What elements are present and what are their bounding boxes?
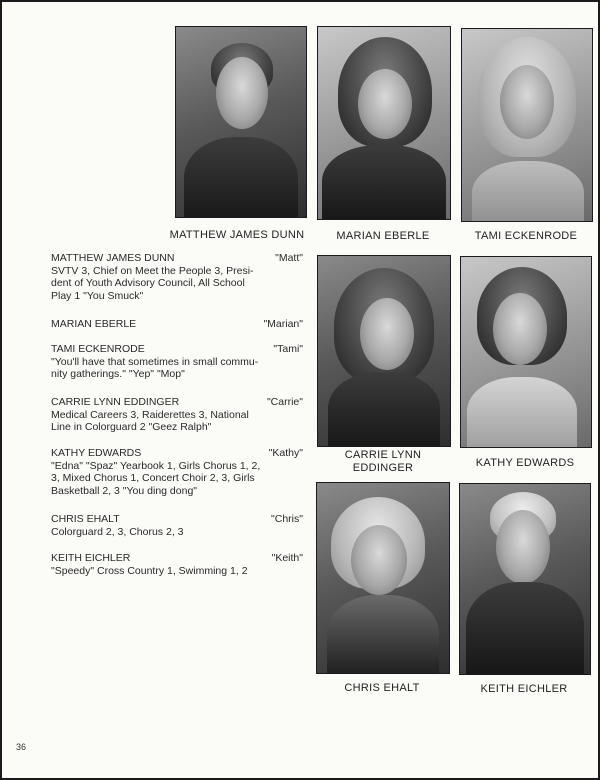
- entry-text: "You'll have that sometimes in small commu- nity gatherings." "Yep" "Mop": [51, 355, 259, 381]
- caption-keith-eichler: KEITH EICHLER: [480, 683, 568, 695]
- portrait-marian-eberle: [317, 26, 451, 220]
- entry-carrie-lynn-eddinger: [51, 396, 303, 434]
- entry-nickname: "Marian": [263, 318, 303, 330]
- entry-chris-ehalt: [51, 513, 303, 538]
- entry-nickname: "Keith": [271, 552, 303, 564]
- entry-matthew-james-dunn: [51, 252, 303, 302]
- entry-tami-eckenrode: [51, 343, 303, 381]
- portrait-tami-eckenrode: [461, 28, 593, 222]
- entry-text: "Edna" "Spaz" Yearbook 1, Girls Chorus 1, 2, 3, Mixed Chorus 1, Concert Choir 2, 3, Girls Basketball 2, 3 "You ding dong": [51, 459, 261, 497]
- caption-marian-eberle: MARIAN EBERLE: [336, 230, 430, 242]
- caption-kathy-edwards: KATHY EDWARDS: [475, 457, 575, 469]
- entry-text: SVTV 3, Chief on Meet the People 3, Presi- dent of Youth Advisory Council, All School Play 1 "You Smuck": [51, 264, 254, 302]
- entry-kathy-edwards: [51, 447, 303, 497]
- entry-nickname: "Carrie": [266, 396, 303, 408]
- portrait-chris-ehalt: [316, 482, 450, 674]
- entry-name: TAMI ECKENRODE: [51, 343, 145, 355]
- entry-name: MATTHEW JAMES DUNN: [51, 252, 175, 264]
- entry-nickname: "Matt": [275, 252, 303, 264]
- caption-matthew-james-dunn: MATTHEW JAMES DUNN: [169, 229, 305, 241]
- caption-tami-eckenrode: TAMI ECKENRODE: [474, 230, 578, 242]
- caption-chris-ehalt: CHRIS EHALT: [344, 682, 420, 694]
- entry-text: Colorguard 2, 3, Chorus 2, 3: [51, 525, 184, 538]
- portrait-carrie-lynn-eddinger: [317, 255, 451, 447]
- entry-nickname: "Tami": [273, 343, 303, 355]
- entry-text: Medical Careers 3, Raiderettes 3, National Line in Colorguard 2 "Geez Ralph": [51, 408, 249, 434]
- entry-name: MARIAN EBERLE: [51, 318, 137, 330]
- caption-carrie-lynn-eddinger: CARRIE LYNN EDDINGER: [344, 449, 422, 474]
- page-number: 36: [16, 742, 27, 752]
- portrait-keith-eichler: [459, 483, 591, 675]
- entry-name: CHRIS EHALT: [51, 513, 120, 525]
- entry-name: CARRIE LYNN EDDINGER: [51, 396, 180, 408]
- entry-nickname: "Chris": [271, 513, 303, 525]
- entry-name: KEITH EICHLER: [51, 552, 131, 564]
- portrait-kathy-edwards: [460, 256, 592, 448]
- entry-nickname: "Kathy": [268, 447, 303, 459]
- entry-marian-eberle: [51, 318, 303, 331]
- entry-name: KATHY EDWARDS: [51, 447, 142, 459]
- portrait-matthew-james-dunn: [175, 26, 307, 218]
- entry-keith-eichler: [51, 552, 303, 577]
- entry-text: "Speedy" Cross Country 1, Swimming 1, 2: [51, 564, 248, 577]
